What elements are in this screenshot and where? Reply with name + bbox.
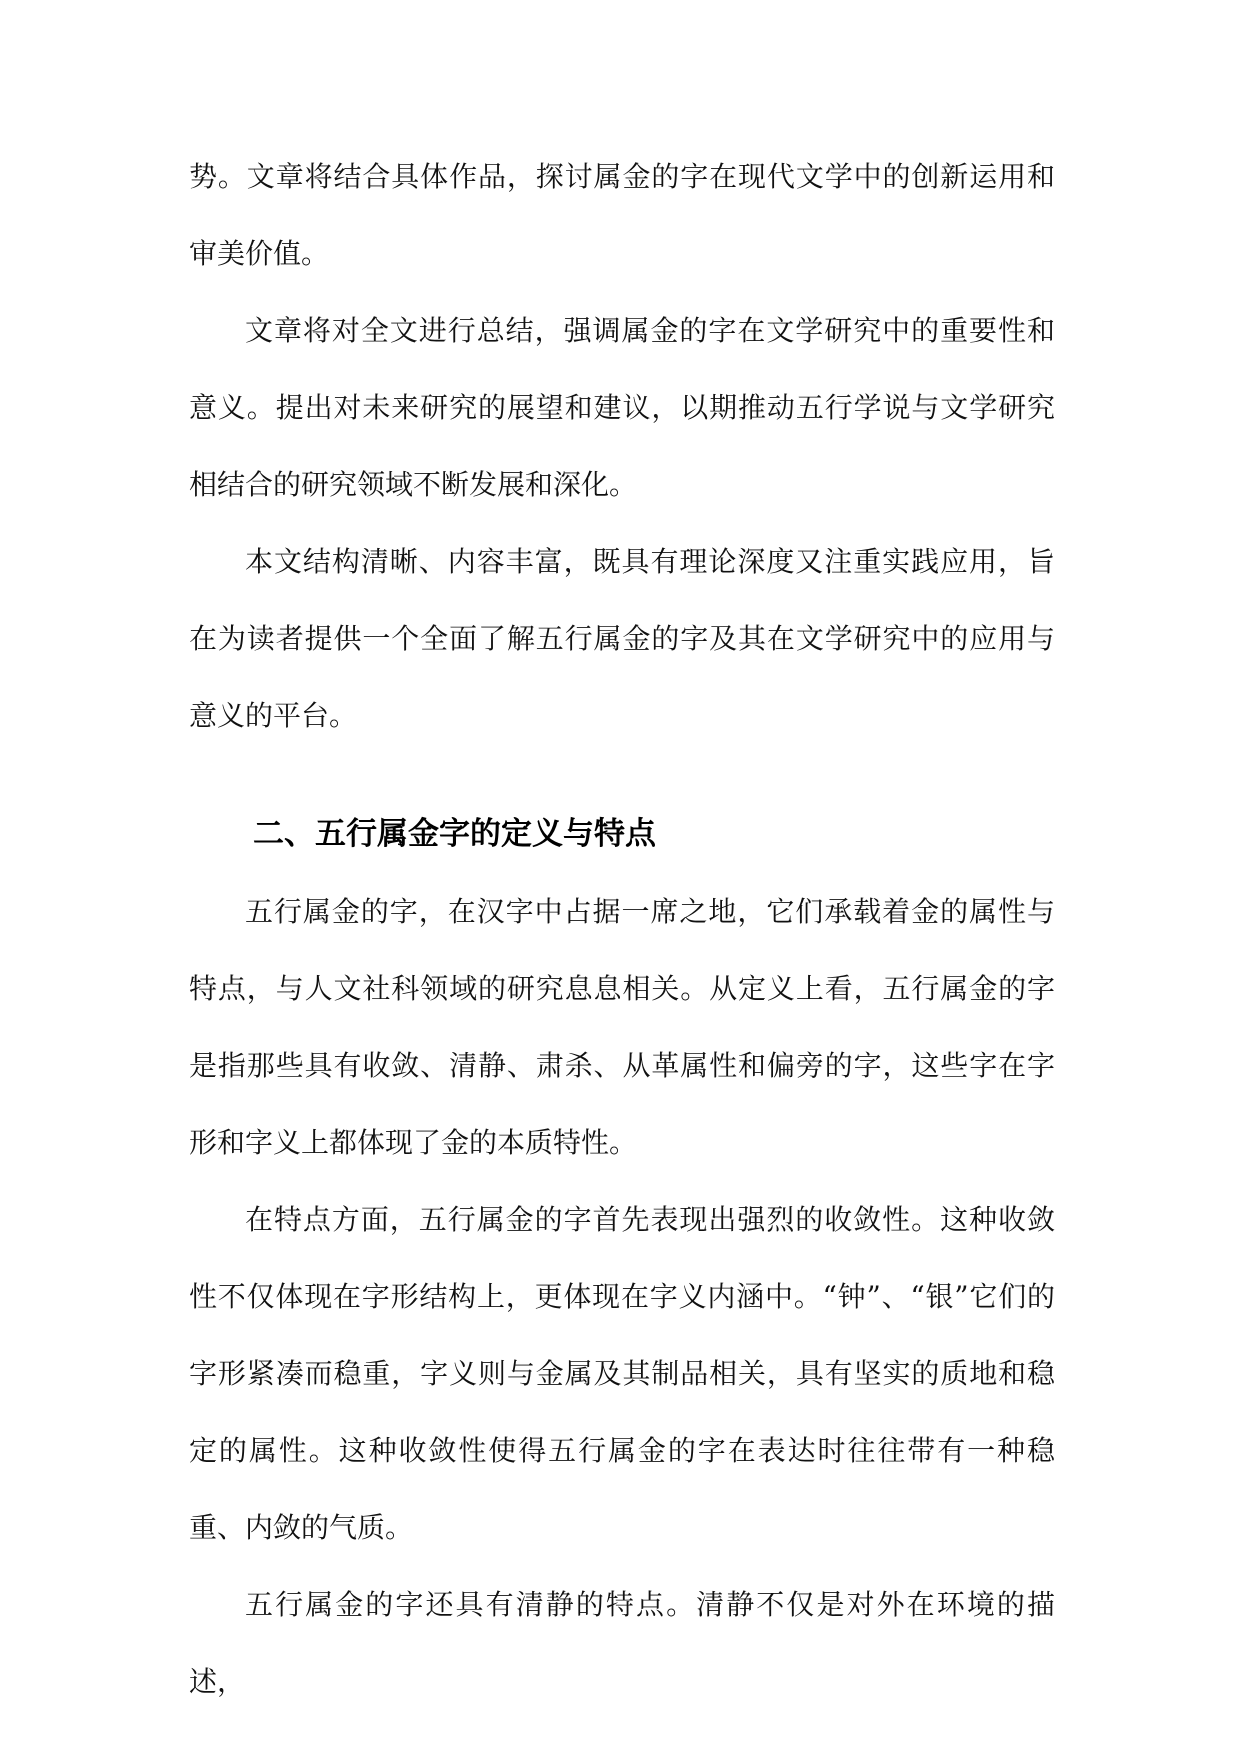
section-heading: 二、五行属金字的定义与特点 bbox=[253, 816, 656, 852]
paragraph-structure: 本文结构清晰、内容丰富，既具有理论深度又注重实践应用，旨在为读者提供一个全面了解五行属金的字及其在文学研究中的应用与意义的平台。 bbox=[189, 545, 1055, 732]
paragraph-tranquility: 五行属金的字还具有清静的特点。清静不仅是对外在环境的描述， bbox=[189, 1588, 1055, 1698]
paragraph-convergence: 在特点方面，五行属金的字首先表现出强烈的收敛性。这种收敛性不仅体现在字形结构上，更体现在字义内涵中。“钟”、“银”它们的字形紧凑而稳重，字义则与金属及其制品相关，具有坚实的质地和稳定的属性。这种收敛性使得五行属金的字在表达时往往带有一种稳重、内敛的气质。 bbox=[189, 1203, 1055, 1544]
paragraph-continued: 势。文章将结合具体作品，探讨属金的字在现代文学中的创新运用和审美价值。 bbox=[189, 160, 1055, 270]
paragraph-definition: 五行属金的字，在汉字中占据一席之地，它们承载着金的属性与特点，与人文社科领域的研究息息相关。从定义上看，五行属金的字是指那些具有收敛、清静、肃杀、从革属性和偏旁的字，这些字在字形和字义上都体现了金的本质特性。 bbox=[189, 895, 1055, 1159]
paragraph-summary: 文章将对全文进行总结，强调属金的字在文学研究中的重要性和意义。提出对未来研究的展望和建议，以期推动五行学说与文学研究相结合的研究领域不断发展和深化。 bbox=[189, 314, 1055, 501]
text-column bbox=[189, 138, 1055, 1720]
